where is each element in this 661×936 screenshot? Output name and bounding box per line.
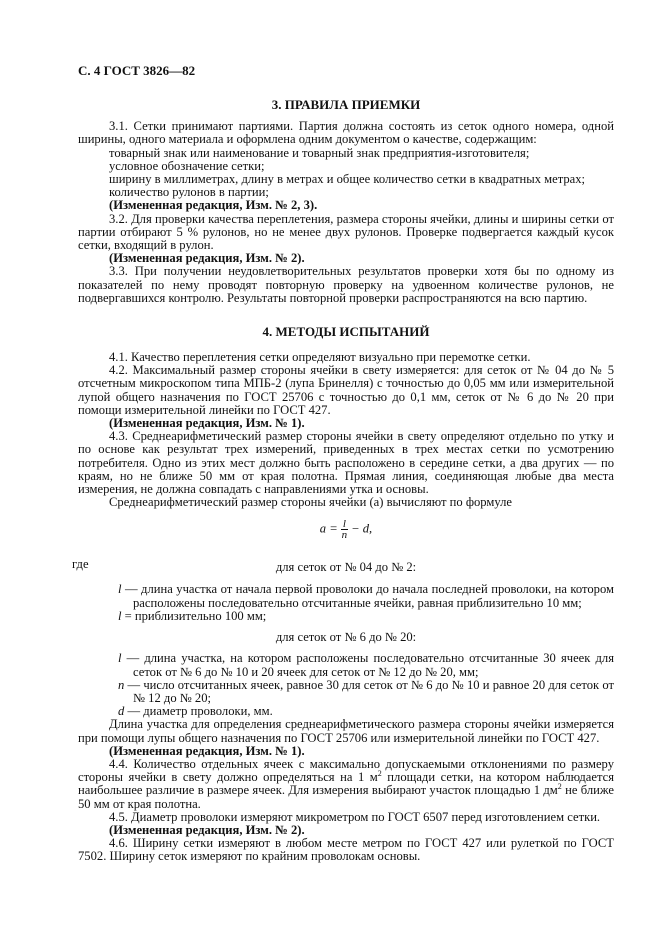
- length-measurement-text: Длина участка для определения среднеарифметического размера стороны ячейки измеряется при помощи лупы общего назначения по ГОСТ 25706 или измерительной линейки по ГОСТ 427.: [78, 717, 614, 745]
- running-header: С. 4 ГОСТ 3826—82: [78, 63, 196, 78]
- definition-text: — диаметр проволоки, мм.: [124, 704, 273, 719]
- list-item: товарный знак или наименование и товарный знак предприятия-изготовителя;: [109, 145, 530, 160]
- clause-text: 4.4. Количество отдельных ячеек с максимально допускаемыми отклонениями по размеру стороны ячейки в свету должно определяться на 1 м: [78, 756, 614, 785]
- denominator: n: [341, 529, 348, 542]
- superscript: 2: [377, 768, 382, 778]
- revision-note: (Измененная редакция, Изм. № 2, 3).: [109, 198, 318, 213]
- formula-intro: Среднеарифметический размер стороны ячейки (а) вычисляют по формуле: [109, 495, 512, 510]
- fraction: [341, 519, 348, 540]
- symbol: l: [118, 651, 122, 666]
- formula-rhs: − d,: [351, 521, 373, 536]
- revision-note: (Измененная редакция, Изм. № 2).: [109, 251, 305, 266]
- formula: [78, 519, 614, 553]
- revision-note: (Измененная редакция, Изм. № 1).: [109, 416, 305, 431]
- definition-text: — длина участка от начала первой проволоки до начала последней проволоки, на котором расположены последовательно отсчитанные ячейки, равная приблизительно 10 мм;: [121, 582, 614, 610]
- definition-text: — число отсчитанных ячеек, равное 30 для сеток от № 6 до № 10 и равное 20 для сеток от № 12 до № 20;: [124, 677, 614, 705]
- numerator: l: [342, 518, 346, 531]
- clause-4-5: 4.5. Диаметр проволоки измеряют микрометром по ГОСТ 6507 перед изготовлением сетки.: [109, 809, 601, 824]
- where-block: [72, 553, 614, 575]
- revision-note: (Измененная редакция, Изм. № 2).: [109, 822, 305, 837]
- definition: [78, 583, 614, 609]
- clause-4-1: 4.1. Качество переплетения сетки определяют визуально при перемотке сетки.: [109, 350, 531, 365]
- clause-4-4: [78, 758, 614, 811]
- symbol: n: [118, 677, 125, 692]
- symbol: l: [118, 582, 122, 597]
- clause-4-2: 4.2. Максимальный размер стороны ячейки в свету измеряется: для сеток от № 04 до № 5 отсчетным микроскопом типа МПБ-2 (лупа Бринелля) с точностью до 0,05 мм или измерительной лупой общего назначения по ГОСТ 25706 с точностью до 0,1 мм, сеток от № 6 до № 20 при помощи измерительной линейки по ГОСТ 427.: [78, 363, 614, 417]
- revision-note: (Измененная редакция, Изм. № 1).: [109, 743, 305, 758]
- clause-3-3: 3.3. При получении неудовлетворительных результатов проверки хотя бы по одному из показателей по нему проводят повторную проверку на удвоенном количестве рулонов, не подвергавшихся контролю. Результаты повторной проверки распространяются на всю партию.: [78, 264, 614, 305]
- definition: [78, 652, 614, 678]
- document-page: [72, 63, 614, 864]
- section-3-heading: 3. ПРАВИЛА ПРИЕМКИ: [271, 97, 421, 113]
- definition-text: = приблизительно 100 мм;: [121, 608, 267, 623]
- list-item: количество рулонов в партии;: [109, 185, 269, 200]
- case-2-heading: для сеток от № 6 до № 20:: [275, 630, 417, 645]
- list-item: ширину в миллиметрах, длину в метрах и общее количество сетки в квадратных метрах;: [109, 172, 586, 187]
- case-1-heading: для сеток от № 04 до № 2:: [275, 560, 417, 575]
- definition: [78, 679, 614, 705]
- formula-lhs: a =: [319, 521, 338, 536]
- section-4-heading: 4. МЕТОДЫ ИСПЫТАНИЙ: [262, 324, 430, 340]
- superscript: 2: [557, 782, 562, 792]
- list-item: условное обозначение сетки;: [109, 158, 265, 173]
- where-label: где: [72, 557, 89, 572]
- clause-text: не ближе 50 мм от края полотна.: [78, 783, 614, 811]
- clause-4-6: 4.6. Ширину сетки измеряют в любом месте метром по ГОСТ 427 или рулеткой по ГОСТ 7502. Ширину сеток измеряют по крайним проволокам основы.: [78, 836, 614, 864]
- clause-text: площади сетки, на котором наблюдается наибольшее различие в размере ячеек. Для измерения выбирают участок площадью 1 дм: [78, 770, 614, 798]
- symbol: l: [118, 608, 122, 623]
- definition-text: — длина участка, на котором расположены последовательно отсчитанные 30 ячеек для сеток от № 6 до № 10 и 20 ячеек для сеток от № 12 до № 20, мм;: [121, 651, 614, 679]
- symbol: d: [118, 704, 125, 719]
- clause-3-2: 3.2. Для проверки качества переплетения, размера стороны ячейки, длины и ширины сетки от партии отбирают 5 % рулонов, но не менее двух рулонов. Проверке подвергается каждый кусок сетки, входящий в рулон.: [78, 211, 614, 253]
- clause-4-3: 4.3. Среднеарифметический размер стороны ячейки в свету определяют отдельно по утку и по основе как результат трех измерений, приведенных в трех местах сетки по усмотрению потребителя. Одно из этих мест должно быть расположено в середине сетки, а два других — по краям, но не ближе 50 мм от края полотна. Прямая линия, соединяющая любые два места измерения, не должна совпадать с направлениями утка и основы.: [78, 429, 614, 497]
- clause-3-1: 3.1. Сетки принимают партиями. Партия должна состоять из сеток одного номера, одной ширины, одного материала и оформлена одним документом о качестве, содержащим:: [78, 119, 614, 147]
- definition: [78, 610, 614, 623]
